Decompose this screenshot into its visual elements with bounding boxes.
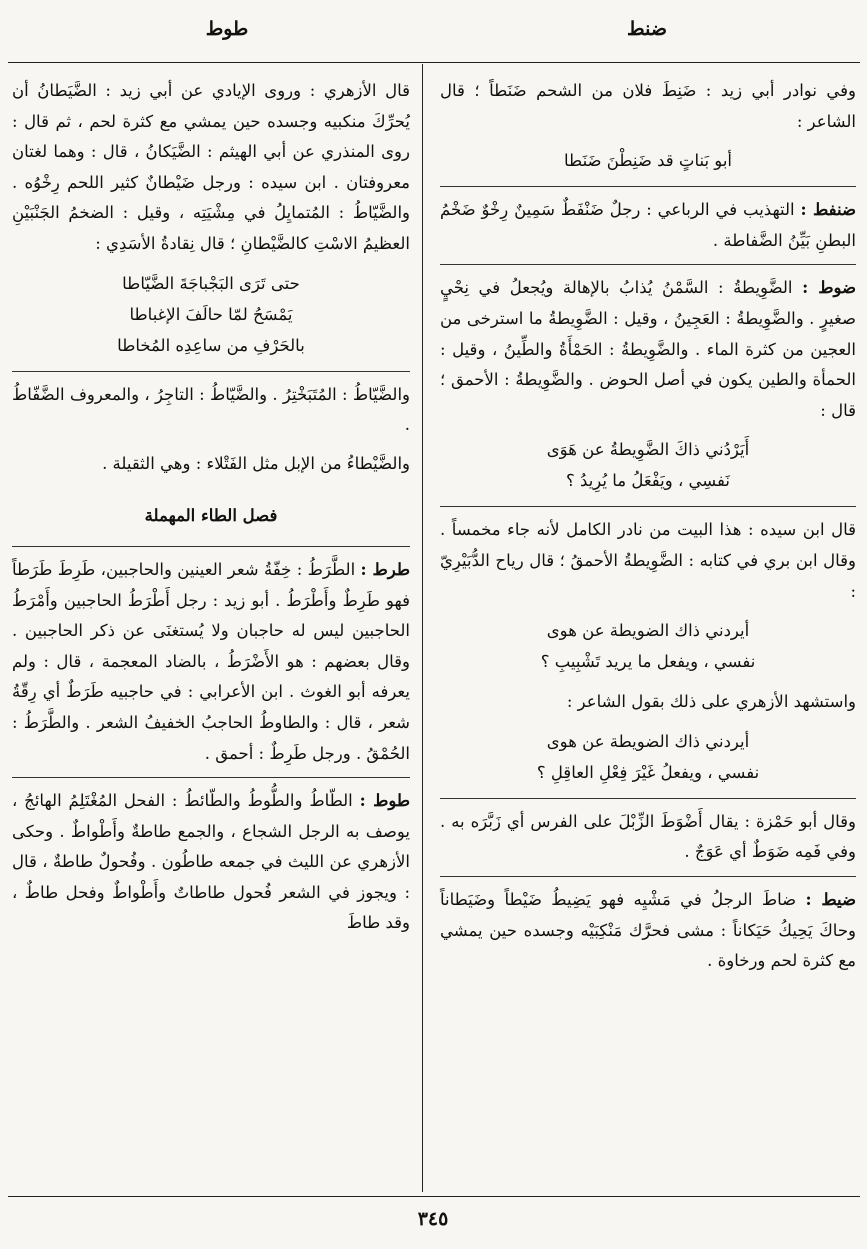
- verse: [440, 615, 856, 677]
- verse: [440, 145, 856, 176]
- entry-separator: [12, 546, 410, 547]
- paragraph: وقال أبو حَمْزة : يقال أَضْوَطَ الزِّبْلَ على الفرس أي زَبَّرَه به . وفي فَمِه ضَوَطٌ أي عَوَجٌ .: [440, 811, 856, 862]
- left-column: [12, 76, 410, 947]
- paragraph: قال الأزهري : وروى الإيادي عن أبي زيد : الضَّيَطانُ أن يُحرِّكَ منكبيه وجسده حين يمشي مع كثرة لحم ، ثم قال : روى المنذري عن أبي الهيثم : الضَّيَكانُ ، قال : وهما لغتان معروفتان . ابن سيده : ورجل ضَيْطانٌ كثير اللحم رِخْوُه . والضَّيّاطُ : المُتمايِلُ في مِشْيَتِه ، وقيل : الضخمُ الجَنْبَيْنِ العظيمُ الاسْتِ كالضَّيْطانِ ؛ قال نِقادةُ الأسَدِي :: [12, 81, 410, 253]
- entry-separator: [440, 264, 856, 265]
- top-rule: [8, 62, 860, 63]
- entry-twt: [12, 786, 410, 939]
- entry-text: الطّاطُ والطُّوطُ والطّائطُ : الفحل المُغْتَلِمُ الهائجُ ، يوصف به الرجل الشجاع ، والجمع طاطةٌ وأَطْواطٌ . وحكى الأزهري عن الليث في جمعه طاطُون . وفُحولٌ طاطةٌ ، قال : ويجوز في الشعر فُحول طاطاتٌ وأَطْواطٌ وفحل طاطٌ ، وقد طاطَ: [12, 791, 410, 933]
- page-number: ٣٤٥: [417, 1208, 449, 1230]
- entry-separator: [440, 798, 856, 799]
- verse-line: نَفسِي ، ويَفْعَلُ ما يُرِيدُ ؟: [566, 471, 730, 491]
- entry-separator: [440, 876, 856, 877]
- entry-text: الطَّرَطُ : خِفّةُ شعر العينين والحاجبين، طَرِطَ طَرَطاً فهو طَرِطٌ وأَطْرَطُ . أبو زيد : رجل أَطْرَطُ الحاجبين وأَمْرَطُ الحاجبين ليس له حاجبان ولا يُستغنَى عن ذكر الحاجبين . وقال بعضهم : هو الأَضْرَطُ ، بالضاد المعجمة ، قال : ولم يعرفه أبو الغوث . ابن الأعرابي : في حاجبيه طَرَطٌ أي رِقّةُ شعر ، قال : والطاوطُ الحاجبُ الخفيفُ الشعر . والطَّرَطُ : الحُمْقُ . ورجل طَرِطٌ : أحمق .: [12, 559, 410, 763]
- paragraph: قال ابن سيده : هذا البيت من نادر الكامل لأنه جاء مخمساً . وقال ابن بري في كتابه : الضَّوِيطةُ الأحمقُ ؛ قال رياح الدُّبَيْرِيّ :: [440, 520, 856, 601]
- entry-dwt: [440, 273, 856, 426]
- entry-dyt: [440, 885, 856, 977]
- entry-separator: [12, 371, 410, 372]
- paragraph: واستشهد الأزهري على ذلك بقول الشاعر :: [566, 692, 856, 712]
- verse-line: أيردني ذاك الضويطة عن هوى: [546, 731, 750, 751]
- entry-text: ضاطَ الرجلُ في مَشْيِه فهو يَضِيطُ ضَيْطاً وضَيَطاناً وحاكَ يَحِيكُ حَيَكاناً : مشى فحرَّك مَنْكِبَيْه وجسده حين يمشي مع كثرة لحم ورخاوة .: [440, 889, 856, 971]
- entry-separator: [12, 777, 410, 778]
- verse-line: أَيَرْدُني ذاكَ الضَّوِيطةُ عن هَوَى: [546, 440, 750, 460]
- headword: ضوط :: [802, 278, 856, 298]
- verse-line: حتى تَرَى البَجْباجَةَ الضَّيّاطا: [122, 273, 300, 293]
- right-running-header: ضنط: [627, 18, 667, 40]
- right-column: [440, 76, 856, 985]
- verse-line: بالحَرْفِ من ساعِدِه المُخاطا: [117, 335, 305, 355]
- entry-text: التهذيب في الرباعي : رجلٌ ضَنْفَطٌ سَمِينٌ رِخْوٌ ضَخْمُ البطنِ بَيِّنُ الضَّفاطة .: [440, 200, 856, 250]
- verse-line: نفسي ، ويفعل ما يريد تَشْبِيبِ ؟: [540, 652, 756, 672]
- bottom-rule: [8, 1196, 860, 1197]
- verse-line: أبو بَناتٍ قد ضَنِطْنَ ضَنَطا: [564, 151, 732, 171]
- entry-separator: [440, 186, 856, 187]
- paragraph: وفي نوادر أبي زيد : ضَنِطَ فلان من الشحم ضَنَطاً ؛ قال الشاعر :: [440, 81, 856, 131]
- entry-separator: [440, 506, 856, 507]
- verse-line: يَمْسَحُ لمّا حالَفَ الإغباطا: [129, 304, 293, 324]
- headword: طوط :: [359, 791, 411, 811]
- verse: [440, 726, 856, 788]
- paragraph: والضَّيْطاءُ من الإبل مثل الفَتْلاء : وهي الثقيلة .: [102, 453, 410, 473]
- entry-dnft: [440, 195, 856, 256]
- headword: ضيط :: [805, 889, 856, 909]
- entry-trt: [12, 555, 410, 769]
- headword: طرط :: [360, 559, 410, 579]
- entry-text: الضَّوِيطةُ : السَّمْنُ يُذابُ بالإهالة ويُجعلُ في نِحْيٍ صغيرٍ . والضَّوِيطةُ : العَجِينُ ، وقيل : الضَّوِيطةُ ما استرخى من العجين من كثرة الماء . والضَّوِيطةُ : الحَمْأَةُ والطِّينُ ، وقيل : الحمأة والطين يكون في أصل الحوض . والضَّوِيطةُ : الأحمق ؛ قال :: [440, 278, 856, 420]
- verse-line: أيردني ذاك الضويطة عن هوى: [546, 621, 750, 641]
- column-divider: [422, 64, 423, 1192]
- section-title: فصل الطاء المهملة: [144, 506, 278, 526]
- paragraph: والضَّيّاطُ : المُتَبَخْتِرُ . والضَّيّاطُ : التاجِرُ ، والمعروف الضَّفّاطُ .: [12, 384, 410, 435]
- verse: [12, 268, 410, 361]
- headword: ضنفط :: [800, 200, 856, 220]
- left-running-header: طوط: [205, 18, 249, 40]
- verse-line: نفسي ، ويفعلُ غَيْرَ فِعْلِ العاقِلِ ؟: [536, 762, 760, 782]
- verse: [440, 434, 856, 496]
